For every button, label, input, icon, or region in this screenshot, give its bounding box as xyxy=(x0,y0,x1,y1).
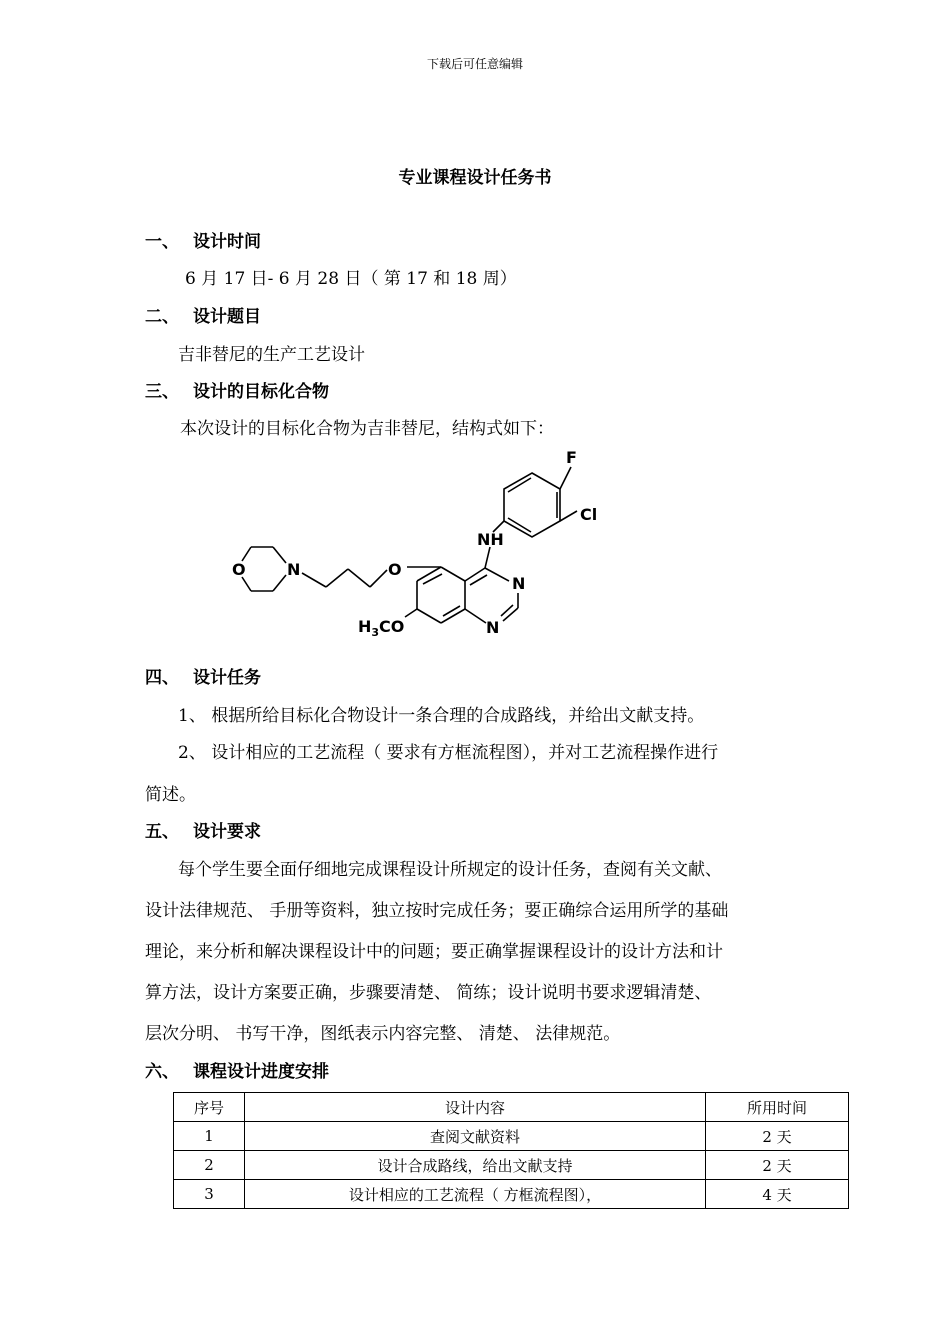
design-topic-text: 吉非替尼的生产工艺设计 xyxy=(178,345,365,365)
section-title: 课程设计进度安排 xyxy=(193,1062,329,1082)
table-row xyxy=(174,1122,849,1151)
section-title: 设计任务 xyxy=(193,668,261,688)
requirements-line-1: 每个学生要全面仔细地完成课程设计所规定的设计任务，查阅有关文献、 xyxy=(178,860,722,880)
atom-nh: NH xyxy=(477,530,504,549)
section-heading-5 xyxy=(145,817,261,842)
methoxy-subscript: 3 xyxy=(371,626,380,639)
atom-cl: Cl xyxy=(580,505,598,524)
methoxy-co: CO xyxy=(379,617,405,636)
header-note: 下载后可任意编辑 xyxy=(426,57,523,71)
atom-o-ring: O xyxy=(232,560,246,579)
section-heading-4 xyxy=(145,663,261,688)
row-index: 3 xyxy=(174,1180,245,1209)
c-cl-bond xyxy=(560,511,577,521)
design-time-text: 6 月 17 日- 6 月 28 日（ 第 17 和 18 周） xyxy=(185,269,517,289)
row-time: 4 天 xyxy=(706,1180,849,1209)
atom-n2: N xyxy=(486,618,500,637)
schedule-table-wrapper xyxy=(173,1092,849,1209)
table-row xyxy=(174,1151,849,1180)
section-title: 设计要求 xyxy=(193,822,261,842)
row-index: 1 xyxy=(174,1122,245,1151)
schedule-table xyxy=(173,1092,849,1209)
requirements-line-3: 理论，来分析和解决课程设计中的问题；要正确掌握课程设计的设计方法和计 xyxy=(145,942,723,962)
c-f-bond xyxy=(560,467,571,489)
header-cell-content: 设计内容 xyxy=(245,1093,706,1122)
section-title: 设计的目标化合物 xyxy=(193,382,329,402)
document-title: 专业课程设计任务书 xyxy=(398,168,552,188)
atom-n1: N xyxy=(512,574,526,593)
atom-n-ring: N xyxy=(287,560,301,579)
table-header-row xyxy=(174,1093,849,1122)
section-number: 三、 xyxy=(145,382,179,402)
section-number: 二、 xyxy=(145,307,179,327)
row-time: 2 天 xyxy=(706,1151,849,1180)
row-content: 设计相应的工艺流程（ 方框流程图）， xyxy=(245,1180,706,1209)
atom-f: F xyxy=(566,448,577,467)
section-heading-3 xyxy=(145,377,329,402)
section-number: 一、 xyxy=(145,232,179,252)
header-cell-time: 所用时间 xyxy=(706,1093,849,1122)
requirements-line-5: 层次分明、 书写干净，图纸表示内容完整、 清楚、 法律规范。 xyxy=(145,1024,621,1044)
section-heading-6 xyxy=(145,1057,329,1082)
methoxy-label xyxy=(358,617,404,639)
requirements-line-4: 算方法，设计方案要正确，步骤要清楚、 简练；设计说明书要求逻辑清楚、 xyxy=(145,983,712,1003)
requirements-line-2: 设计法律规范、 手册等资料，独立按时完成任务；要正确综合运用所学的基础 xyxy=(145,901,729,921)
aniline-ring xyxy=(504,473,560,537)
section-number: 四、 xyxy=(145,668,179,688)
row-content: 设计合成路线，给出文献支持 xyxy=(245,1151,706,1180)
section-heading-1 xyxy=(145,227,261,252)
section-number: 五、 xyxy=(145,822,179,842)
row-index: 2 xyxy=(174,1151,245,1180)
section-title: 设计题目 xyxy=(193,307,261,327)
task-1-text: 1、 根据所给目标化合物设计一条合理的合成路线，并给出文献支持。 xyxy=(178,706,705,726)
section-title: 设计时间 xyxy=(193,232,261,252)
row-content: 查阅文献资料 xyxy=(245,1122,706,1151)
task-2-continuation: 简述。 xyxy=(145,785,196,805)
section-heading-2 xyxy=(145,302,261,327)
atom-o-link: O xyxy=(388,560,402,579)
table-row xyxy=(174,1180,849,1209)
row-time: 2 天 xyxy=(706,1122,849,1151)
task-2-text: 2、 设计相应的工艺流程（ 要求有方框流程图），并对工艺流程操作进行 xyxy=(178,743,719,763)
methoxy-h: H xyxy=(358,617,372,636)
target-intro-text: 本次设计的目标化合物为吉非替尼，结构式如下： xyxy=(180,419,554,439)
header-cell-index: 序号 xyxy=(174,1093,245,1122)
gefitinib-structure-diagram xyxy=(220,445,620,645)
section-number: 六、 xyxy=(145,1062,179,1082)
